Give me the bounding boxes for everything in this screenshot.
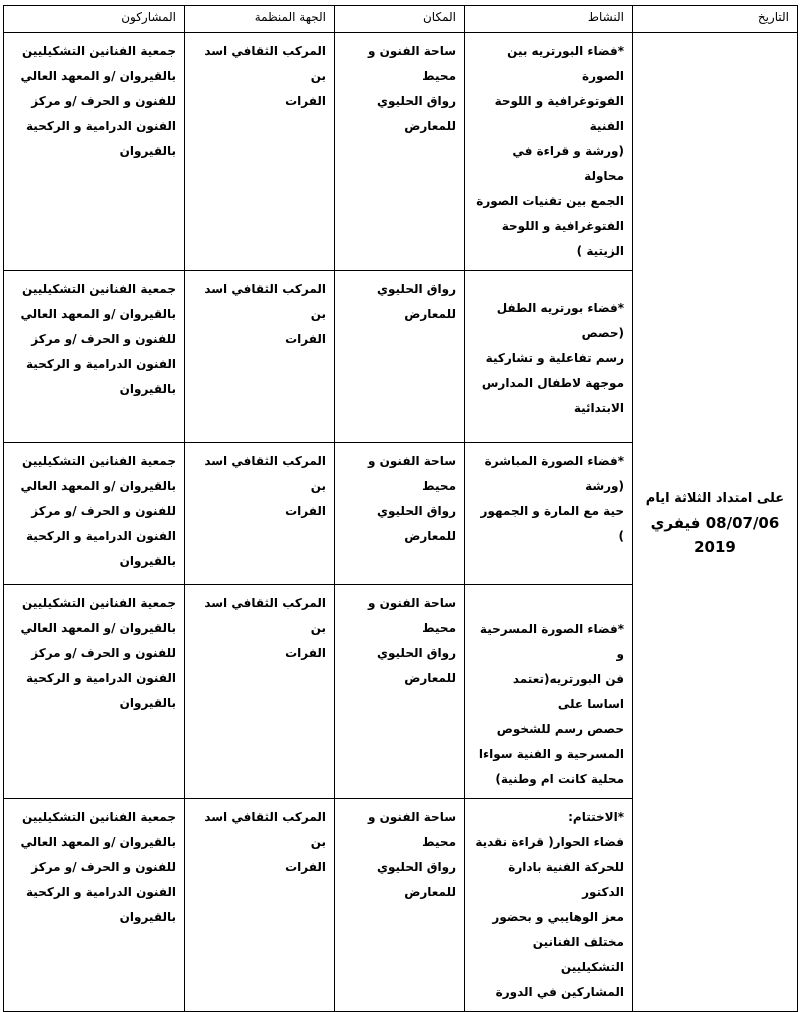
organizer-text: المركب الثقافي اسد بن الفرات <box>204 44 326 108</box>
place-cell <box>335 799 465 1012</box>
participants-cell <box>4 585 185 799</box>
place-cell <box>335 585 465 799</box>
table-row <box>4 33 798 271</box>
header-row <box>4 6 798 33</box>
place-text: ساحة الفنون و محيط رواق الحليوي للمعارض <box>368 810 456 899</box>
activity-cell <box>465 271 633 443</box>
organizer-text: المركب الثقافي اسد بن الفرات <box>204 810 326 874</box>
program-table <box>3 5 798 1012</box>
header-participants: المشاركون <box>4 6 185 33</box>
participants-cell <box>4 271 185 443</box>
activity-cell <box>465 443 633 585</box>
header-place: المكان <box>335 6 465 33</box>
activity-cell <box>465 33 633 271</box>
organizer-text: المركب الثقافي اسد بن الفرات <box>204 454 326 518</box>
participants-text: جمعية الفنانين التشكيليين بالقيروان /و المعهد العالي للفنون و الحرف /و مركز الفنون الدرامية و الركحية بالقيروان <box>20 44 176 158</box>
place-cell <box>335 443 465 585</box>
participants-cell <box>4 799 185 1012</box>
organizer-cell <box>185 799 335 1012</box>
organizer-cell <box>185 443 335 585</box>
header-activity: النشاط <box>465 6 633 33</box>
participants-text: جمعية الفنانين التشكيليين بالقيروان /و المعهد العالي للفنون و الحرف /و مركز الفنون الدرامية و الركحية بالقيروان <box>20 810 176 924</box>
date-duration: على امتداد الثلاثة ايام <box>645 490 785 506</box>
activity-cell <box>465 799 633 1012</box>
participants-cell <box>4 33 185 271</box>
activity-text: *فضاء الصورة المسرحية و فن البورتريه(تعتمد اساسا على حصص رسم للشخوص المسرحية و الفنية سواءا محلية كانت ام وطنية) <box>478 622 624 786</box>
organizer-text: المركب الثقافي اسد بن الفرات <box>204 282 326 346</box>
participants-text: جمعية الفنانين التشكيليين بالقيروان /و المعهد العالي للفنون و الحرف /و مركز الفنون الدرامية و الركحية بالقيروان <box>20 282 176 396</box>
place-text: ساحة الفنون و محيط رواق الحليوي للمعارض <box>368 596 456 685</box>
place-cell <box>335 33 465 271</box>
header-organizer: الجهة المنظمة <box>185 6 335 33</box>
organizer-cell <box>185 585 335 799</box>
participants-text: جمعية الفنانين التشكيليين بالقيروان /و المعهد العالي للفنون و الحرف /و مركز الفنون الدرامية و الركحية بالقيروان <box>20 596 176 710</box>
place-text: رواق الحليوي للمعارض <box>377 282 456 321</box>
place-text: ساحة الفنون و محيط رواق الحليوي للمعارض <box>368 454 456 543</box>
organizer-cell <box>185 271 335 443</box>
activity-text: *فضاء الصورة المباشرة (ورشة حية مع المارة و الجمهور ) <box>480 454 624 543</box>
activity-text: *فضاء البورتريه بين الصورة الفوتوغرافية و اللوحة الفنية (ورشة و قراءة في محاولة الجمع بين تقنيات الصورة الفتوغرافية و اللوحة الزيتية ) <box>476 44 624 258</box>
organizer-text: المركب الثقافي اسد بن الفرات <box>204 596 326 660</box>
header-date: التاريخ <box>633 6 798 33</box>
activity-text: *الاختتام: فضاء الحوار( قراءة نقدية للحركة الفنية بادارة الدكتور معز الوهايبي و بحضور مختلف الفنانين التشكيليين المشاركين في الدورة <box>475 810 624 999</box>
date-cell <box>633 33 798 1012</box>
organizer-cell <box>185 33 335 271</box>
participants-text: جمعية الفنانين التشكيليين بالقيروان /و المعهد العالي للفنون و الحرف /و مركز الفنون الدرامية و الركحية بالقيروان <box>20 454 176 568</box>
activity-text: *فضاء بورتريه الطفل (حصص رسم تفاعلية و تشاركية موجهة لاطفال المدارس الابتدائية <box>481 301 624 415</box>
place-cell <box>335 271 465 443</box>
date-range: 08/07/06 فيفري 2019 <box>650 513 780 556</box>
activity-cell <box>465 585 633 799</box>
participants-cell <box>4 443 185 585</box>
place-text: ساحة الفنون و محيط رواق الحليوي للمعارض <box>368 44 456 133</box>
